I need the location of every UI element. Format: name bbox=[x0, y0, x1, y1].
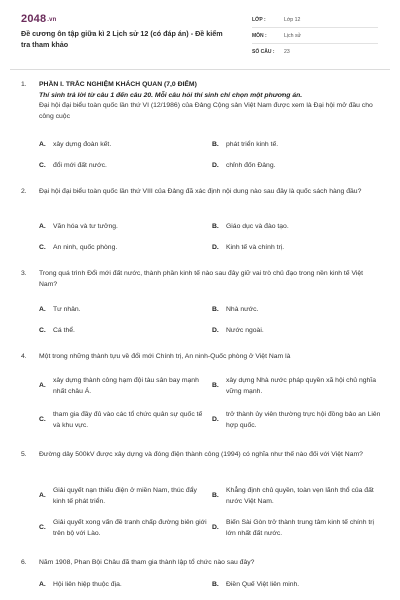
option-text: Văn hóa và tư tưởng. bbox=[53, 223, 118, 230]
option-letter: D. bbox=[212, 244, 219, 251]
document-meta bbox=[252, 12, 378, 60]
logo-domain: .vn bbox=[47, 17, 57, 23]
question-text: Đại hội đại biểu toàn quốc lần thứ VI (12/1986) của Đảng Cộng sản Việt Nam được xem là Đại hội mở đầu cho công cuộc bbox=[39, 102, 373, 120]
document-title: Đề cương ôn tập giữa kì 2 Lịch sử 12 (có đáp án) - Đề kiểm tra tham khảo bbox=[21, 29, 223, 49]
option-1c[interactable] bbox=[39, 161, 199, 172]
option-letter: C. bbox=[39, 162, 46, 169]
option-text: Giáo dục và đào tạo. bbox=[226, 223, 289, 230]
option-letter: B. bbox=[212, 581, 219, 588]
question-number: 5. bbox=[21, 451, 27, 458]
option-letter: C. bbox=[39, 524, 46, 531]
option-text: xây dựng đoàn kết. bbox=[53, 141, 112, 148]
option-text: Điền Quế Việt liên minh. bbox=[226, 581, 300, 588]
option-letter: B. bbox=[212, 141, 219, 148]
option-text: đổi mới đất nước. bbox=[53, 162, 107, 169]
option-letter: B. bbox=[212, 306, 219, 313]
option-text: Giải quyết nạn thiếu điện ở miền Nam, thúc đẩy kinh tế phát triển. bbox=[53, 487, 197, 505]
option-letter: D. bbox=[212, 327, 219, 334]
meta-row-count bbox=[252, 44, 378, 60]
option-4b[interactable] bbox=[212, 376, 382, 397]
option-text: Cá thể. bbox=[53, 327, 75, 334]
meta-label: MÔN : bbox=[252, 32, 267, 39]
option-4c[interactable] bbox=[39, 410, 209, 431]
option-text: Biến Sài Gòn trở thành trung tâm kinh tế chính trị lớn nhất đất nước. bbox=[226, 519, 375, 537]
header-divider bbox=[10, 69, 390, 70]
option-text: Nhà nước. bbox=[226, 306, 259, 313]
option-2b[interactable] bbox=[212, 222, 382, 233]
option-text: Hội liên hiệp thuộc địa. bbox=[53, 581, 122, 588]
document-header bbox=[0, 0, 400, 68]
question-4 bbox=[21, 352, 381, 363]
question-text: Đường dây 500kV được xây dựng và đóng điện thành công (1994) có nghĩa như thế nào đối với Việt Nam? bbox=[39, 451, 363, 458]
meta-row-class bbox=[252, 12, 378, 28]
option-letter: B. bbox=[212, 382, 219, 389]
meta-label: LỚP : bbox=[252, 16, 266, 23]
option-letter: A. bbox=[39, 223, 46, 230]
option-text: Kinh tế và chính trị. bbox=[226, 244, 285, 251]
option-text: An ninh, quốc phòng. bbox=[53, 244, 118, 251]
question-number: 4. bbox=[21, 353, 27, 360]
question-5 bbox=[21, 450, 381, 461]
option-1d[interactable] bbox=[212, 161, 382, 172]
option-5c[interactable] bbox=[39, 518, 209, 539]
question-text: Một trong những thành tựu về đổi mới Chính trị, An ninh-Quốc phòng ở Việt Nam là bbox=[39, 353, 291, 360]
option-letter: A. bbox=[39, 492, 46, 499]
question-1 bbox=[21, 80, 381, 122]
option-text: chỉnh đốn Đảng. bbox=[226, 162, 276, 169]
section-instructions: Thí sinh trả lời từ câu 1 đến câu 20. Mỗi câu hỏi thí sinh chỉ chọn một phương án. bbox=[39, 91, 303, 99]
option-letter: C. bbox=[39, 416, 46, 423]
option-1a[interactable] bbox=[39, 140, 199, 151]
option-text: Nước ngoài. bbox=[226, 327, 264, 334]
option-letter: A. bbox=[39, 581, 46, 588]
option-5b[interactable] bbox=[212, 486, 382, 507]
option-text: Khẳng định chủ quyền, toàn vẹn lãnh thổ của đất nước Việt Nam. bbox=[226, 487, 374, 505]
option-1b[interactable] bbox=[212, 140, 382, 151]
question-number: 6. bbox=[21, 559, 27, 566]
option-letter: A. bbox=[39, 141, 46, 148]
question-text: Đại hội đại biểu toàn quốc lần thứ VIII của Đảng đã xác định nội dung nào sau đây là quốc sách hàng đầu? bbox=[39, 188, 362, 195]
option-letter: D. bbox=[212, 524, 219, 531]
option-6a[interactable] bbox=[39, 580, 199, 591]
option-text: xây dựng Nhà nước pháp quyền xã hội chủ nghĩa vững mạnh. bbox=[226, 377, 376, 395]
option-letter: C. bbox=[39, 244, 46, 251]
option-text: Giải quyết xong vấn đề tranh chấp đường biên giới trên bộ với Lào. bbox=[53, 519, 207, 537]
option-4d[interactable] bbox=[212, 410, 382, 431]
option-3b[interactable] bbox=[212, 305, 382, 316]
option-6b[interactable] bbox=[212, 580, 382, 591]
option-4a[interactable] bbox=[39, 376, 209, 397]
option-2a[interactable] bbox=[39, 222, 199, 233]
meta-row-subject bbox=[252, 28, 378, 44]
option-3a[interactable] bbox=[39, 305, 199, 316]
option-letter: A. bbox=[39, 306, 46, 313]
meta-label: SỐ CÂU : bbox=[252, 49, 275, 55]
option-letter: D. bbox=[212, 162, 219, 169]
site-logo[interactable] bbox=[21, 13, 57, 25]
question-2 bbox=[21, 187, 381, 198]
meta-value: 23 bbox=[284, 49, 290, 55]
option-letter: D. bbox=[212, 416, 219, 423]
option-text: Tư nhân. bbox=[53, 306, 81, 313]
question-text: Trong quá trình Đổi mới đất nước, thành phần kinh tế nào sau đây giữ vai trò chủ đạo trong nền kinh tế Việt Nam? bbox=[39, 270, 364, 288]
option-text: trở thành ủy viên thường trực hội đồng bảo an Liên hợp quốc. bbox=[226, 411, 381, 429]
option-5a[interactable] bbox=[39, 486, 209, 507]
option-text: xây dựng thành công hạm đội tàu sân bay mạnh nhất châu Á. bbox=[53, 377, 199, 395]
option-letter: B. bbox=[212, 223, 219, 230]
option-letter: C. bbox=[39, 327, 46, 334]
option-3d[interactable] bbox=[212, 326, 382, 337]
option-3c[interactable] bbox=[39, 326, 199, 337]
option-text: phát triển kinh tế. bbox=[226, 141, 279, 148]
meta-value: Lịch sử bbox=[284, 32, 302, 39]
question-number: 2. bbox=[21, 188, 27, 195]
question-6 bbox=[21, 558, 381, 569]
question-number: 3. bbox=[21, 270, 27, 277]
option-2d[interactable] bbox=[212, 243, 382, 254]
option-text: tham gia đầy đủ vào các tổ chức quân sự quốc tế và khu vực. bbox=[53, 411, 203, 429]
question-3 bbox=[21, 269, 381, 290]
meta-value: Lớp 12 bbox=[284, 16, 301, 23]
option-5d[interactable] bbox=[212, 518, 382, 539]
logo-main: 2048 bbox=[21, 13, 47, 25]
section-title: PHẦN I. TRẮC NGHIỆM KHÁCH QUAN (7,0 ĐIỂM) bbox=[39, 81, 197, 88]
question-text: Năm 1908, Phan Bội Châu đã tham gia thành lập tổ chức nào sau đây? bbox=[39, 559, 255, 566]
option-2c[interactable] bbox=[39, 243, 199, 254]
question-number: 1. bbox=[21, 81, 27, 88]
option-letter: A. bbox=[39, 382, 46, 389]
option-letter: B. bbox=[212, 492, 219, 499]
